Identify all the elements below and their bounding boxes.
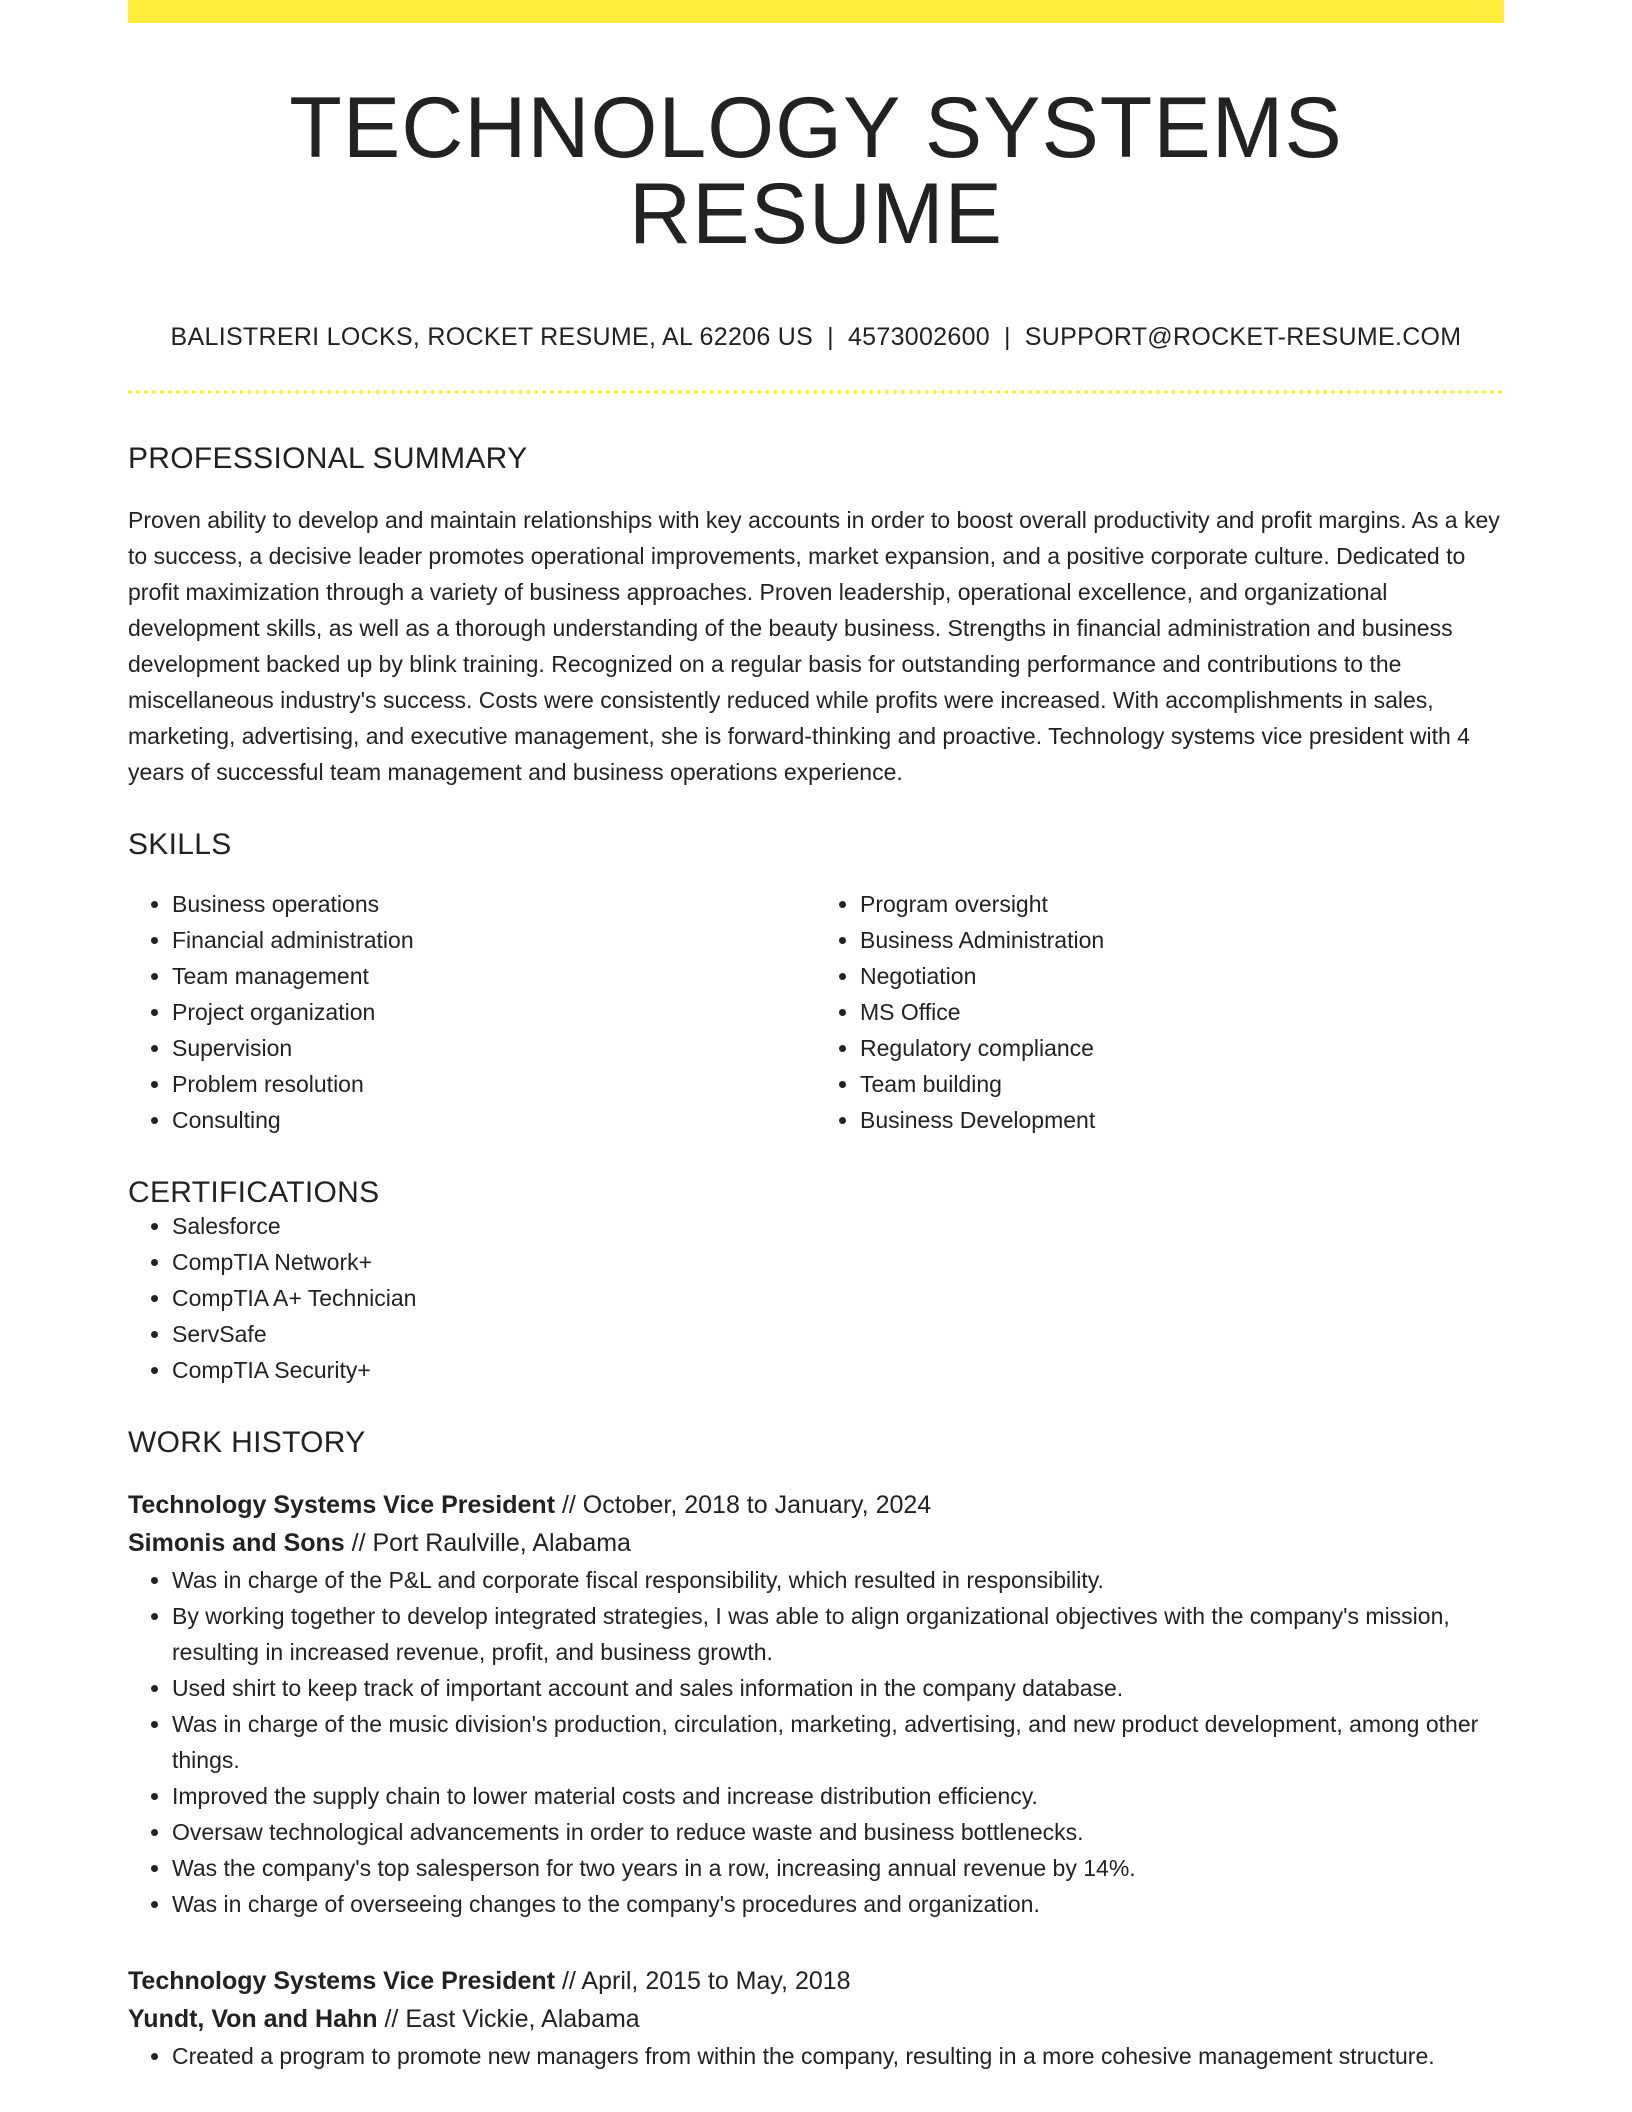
certification-item: • CompTIA Security+ (172, 1352, 1504, 1388)
summary-text: Proven ability to develop and maintain relationships with key accounts in order to boost overall productivity and profit margins. As a key to success, a decisive leader promotes operational improvements, market expansion, and a positive corporate culture. Dedicated to profit maximization through a variety of business approaches. Proven leadership, operational excellence, and organizational development skills, as well as a thorough understanding of the beauty business. Strengths in financial administration and business development backed up by blink training. Recognized on a regular basis for outstanding performance and contributions to the miscellaneous industry's success. Costs were consistently reduced while profits were increased. With accomplishments in sales, marketing, advertising, and executive management, she is forward-thinking and proactive. Technology systems vice president with 4 years of successful team management and business operations experience. (128, 507, 1500, 785)
contact-address: BALISTRERI LOCKS, ROCKET RESUME, AL 62206 US (170, 323, 814, 351)
job-title-line (128, 1486, 1504, 1524)
contact-phone: 4573002600 (847, 323, 990, 351)
certification-item: • CompTIA Network+ (172, 1244, 1504, 1280)
skill-item: • Financial administration (172, 922, 816, 958)
skills-heading: SKILLS (128, 828, 232, 861)
skills-list-right (816, 886, 1504, 1138)
job-company: Simonis and Sons (128, 1529, 345, 1557)
skill-item: • Business operations (172, 886, 816, 922)
summary-heading: PROFESSIONAL SUMMARY (128, 442, 528, 475)
skill-item: • Supervision (172, 1030, 816, 1066)
job-duty: • Was in charge of the P&L and corporate fiscal responsibility, which resulted in responsibility. (172, 1562, 1504, 1598)
certifications-heading: CERTIFICATIONS (128, 1176, 380, 1209)
skill-item: • Regulatory compliance (860, 1030, 1504, 1066)
skills-list-left (128, 886, 816, 1138)
job-title-line (128, 1962, 1504, 2000)
job-duty: • Used shirt to keep track of important account and sales information in the company database. (172, 1670, 1504, 1706)
job-duty: • Was in charge of the music division's production, circulation, marketing, advertising, and new product development, among other things. (172, 1706, 1504, 1778)
job-dates: // October, 2018 to January, 2024 (555, 1491, 932, 1519)
certification-item: • ServSafe (172, 1316, 1504, 1352)
job-entry (128, 1962, 1504, 2074)
work-history-heading: WORK HISTORY (128, 1426, 366, 1459)
job-location: // East Vickie, Alabama (377, 2005, 640, 2033)
job-company-line (128, 1524, 1504, 1562)
job-duty: • Was the company's top salesperson for two years in a row, increasing annual revenue by 14%. (172, 1850, 1504, 1886)
contact-email: SUPPORT@ROCKET-RESUME.COM (1024, 323, 1462, 351)
job-location: // Port Raulville, Alabama (344, 1529, 631, 1557)
job-duty: • Improved the supply chain to lower material costs and increase distribution efficiency. (172, 1778, 1504, 1814)
skill-item: • Problem resolution (172, 1066, 816, 1102)
job-duty: • Oversaw technological advancements in order to reduce waste and business bottlenecks. (172, 1814, 1504, 1850)
job-duties-list (128, 2038, 1504, 2074)
resume-title: TECHNOLOGY SYSTEMS RESUME (289, 80, 1343, 262)
job-duties-list (128, 1562, 1504, 1922)
job-duty: • Created a program to promote new managers from within the company, resulting in a more cohesive management structure. (172, 2038, 1504, 2074)
certifications-list (128, 1208, 1504, 1388)
skill-item: • MS Office (860, 994, 1504, 1030)
job-duty: • By working together to develop integrated strategies, I was able to align organizational objectives with the company's mission, resulting in increased revenue, profit, and business growth. (172, 1598, 1504, 1670)
skill-item: • Business Development (860, 1102, 1504, 1138)
accent-bar (128, 0, 1504, 23)
job-dates: // April, 2015 to May, 2018 (555, 1967, 851, 1995)
skill-item: • Team building (860, 1066, 1504, 1102)
certification-item: • Salesforce (172, 1208, 1504, 1244)
certification-item: • CompTIA A+ Technician (172, 1280, 1504, 1316)
skill-item: • Consulting (172, 1102, 816, 1138)
resume-page (128, 0, 1504, 2074)
skill-item: • Negotiation (860, 958, 1504, 994)
contact-line (128, 325, 1504, 350)
contact-separator: | (827, 323, 834, 351)
job-company-line (128, 2000, 1504, 2038)
skill-item: • Business Administration (860, 922, 1504, 958)
header-divider (128, 390, 1504, 394)
skill-item: • Project organization (172, 994, 816, 1030)
contact-separator: | (1004, 323, 1011, 351)
job-duty: • Was in charge of overseeing changes to the company's procedures and organization. (172, 1886, 1504, 1922)
job-entry (128, 1486, 1504, 1922)
skills-columns (128, 886, 1504, 1138)
job-company: Yundt, Von and Hahn (128, 2005, 378, 2033)
job-title: Technology Systems Vice President (128, 1967, 556, 1995)
skill-item: • Program oversight (860, 886, 1504, 922)
job-title: Technology Systems Vice President (128, 1491, 556, 1519)
skill-item: • Team management (172, 958, 816, 994)
